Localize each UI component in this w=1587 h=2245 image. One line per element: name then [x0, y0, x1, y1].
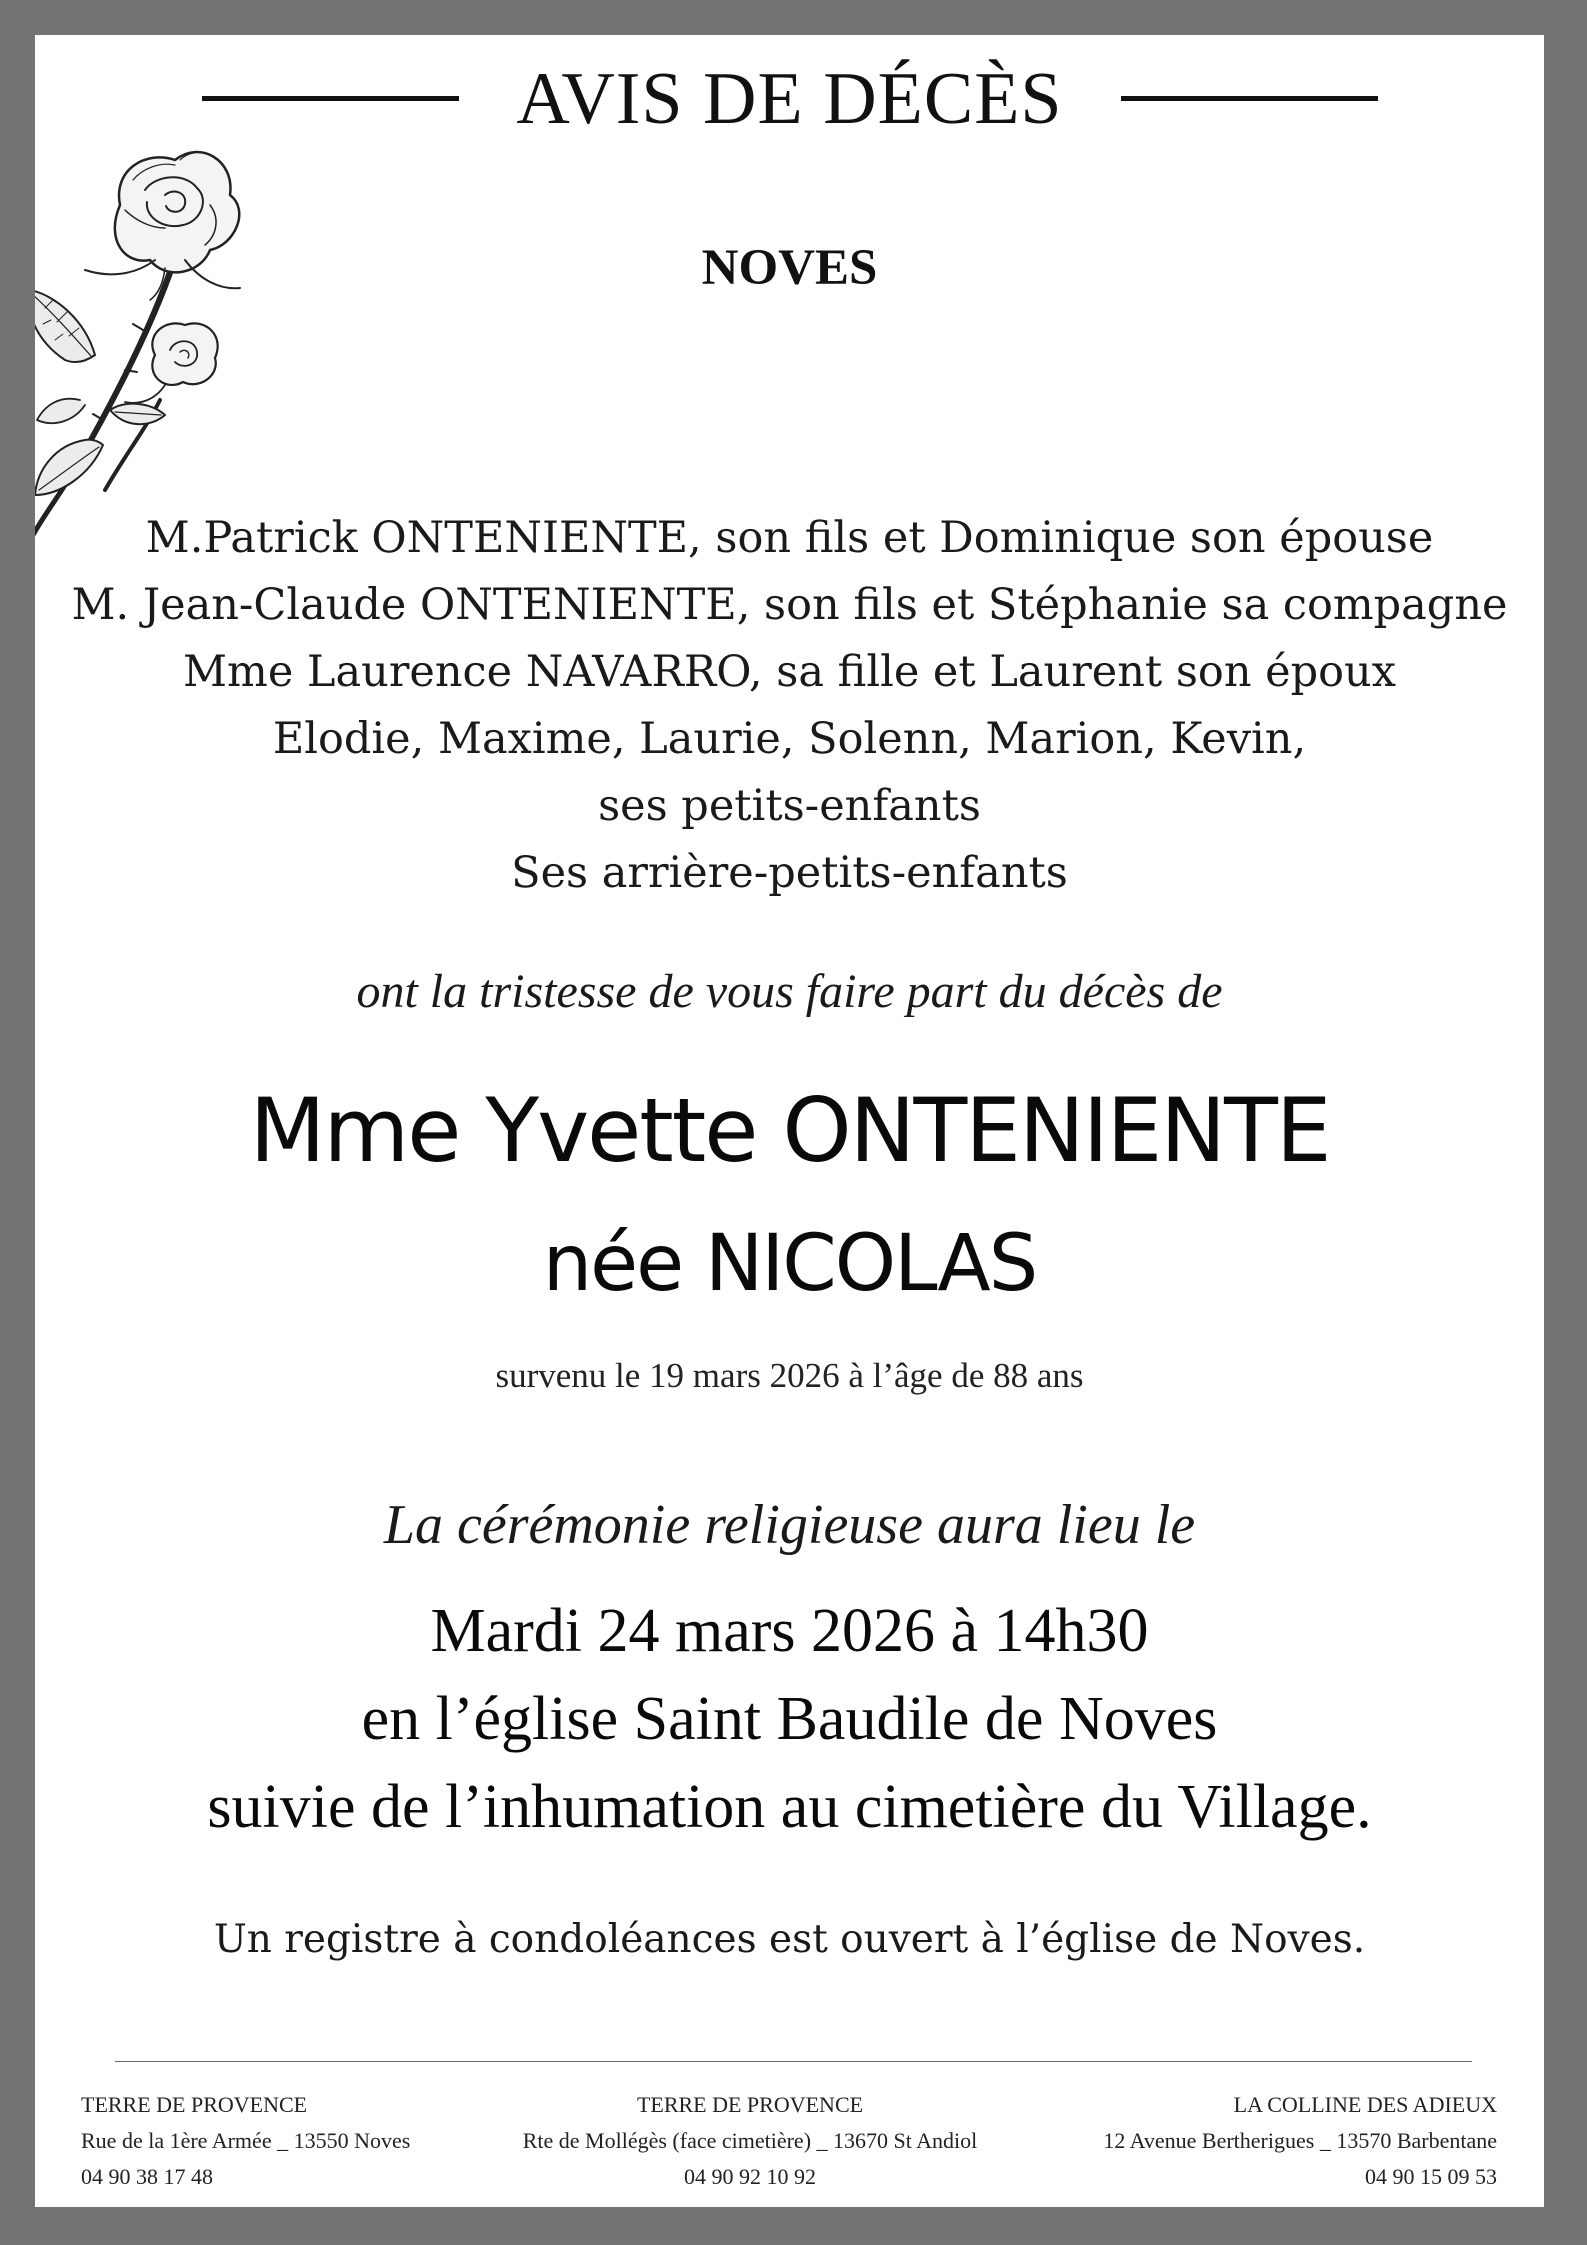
family-line: M.Patrick ONTENIENTE, son fils et Dominique son épouse	[145, 513, 1434, 563]
agency-address: Rte de Mollégès (face cimetière) _ 13670 St Andiol	[522, 2128, 978, 2153]
condolence-register-note: Un registre à condoléances est ouvert à l’église de Noves.	[213, 1917, 1366, 1962]
ceremony-details	[35, 1587, 1544, 1851]
footer-agency-right	[1103, 2087, 1497, 2195]
family-line: ses petits-enfants	[598, 781, 981, 831]
agency-phone: 04 90 38 17 48	[81, 2164, 213, 2189]
agency-name: TERRE DE PROVENCE	[81, 2092, 308, 2117]
deceased-maiden-name: née NICOLAS	[542, 1219, 1037, 1309]
town-name: NOVES	[701, 240, 878, 296]
ceremony-burial: suivie de l’inhumation au cimetière du Village.	[207, 1773, 1372, 1841]
ceremony-intro: La cérémonie religieuse aura lieu le	[383, 1494, 1196, 1556]
agency-address: Rue de la 1ère Armée _ 13550 Noves	[81, 2128, 411, 2153]
obituary-sheet	[35, 35, 1544, 2207]
family-list	[35, 505, 1544, 907]
footer-divider	[115, 2061, 1472, 2062]
agency-name: LA COLLINE DES ADIEUX	[1233, 2092, 1497, 2117]
family-line: Elodie, Maxime, Laurie, Solenn, Marion, Kevin,	[272, 714, 1307, 764]
announcement-intro: ont la tristesse de vous faire part du décès de	[356, 965, 1223, 1018]
agency-phone: 04 90 15 09 53	[1365, 2164, 1497, 2189]
agency-address: 12 Avenue Bertherigues _ 13570 Barbentane	[1103, 2128, 1497, 2153]
deceased-name: Mme Yvette ONTENIENTE	[249, 1079, 1330, 1182]
agency-phone: 04 90 92 10 92	[684, 2164, 816, 2189]
notice-title: AVIS DE DÉCÈS	[516, 58, 1063, 140]
agency-name: TERRE DE PROVENCE	[636, 2092, 864, 2117]
ceremony-location: en l’église Saint Baudile de Noves	[361, 1685, 1218, 1753]
family-line: M. Jean-Claude ONTENIENTE, son fils et Stéphanie sa compagne	[71, 580, 1508, 630]
rose-illustration-icon	[35, 110, 285, 540]
ceremony-date: Mardi 24 mars 2026 à 14h30	[430, 1597, 1149, 1665]
death-date-age: survenu le 19 mars 2026 à l’âge de 88 ans	[495, 1356, 1084, 1395]
family-line: Ses arrière-petits-enfants	[511, 848, 1068, 898]
family-line: Mme Laurence NAVARRO, sa fille et Laurent son époux	[183, 647, 1396, 697]
